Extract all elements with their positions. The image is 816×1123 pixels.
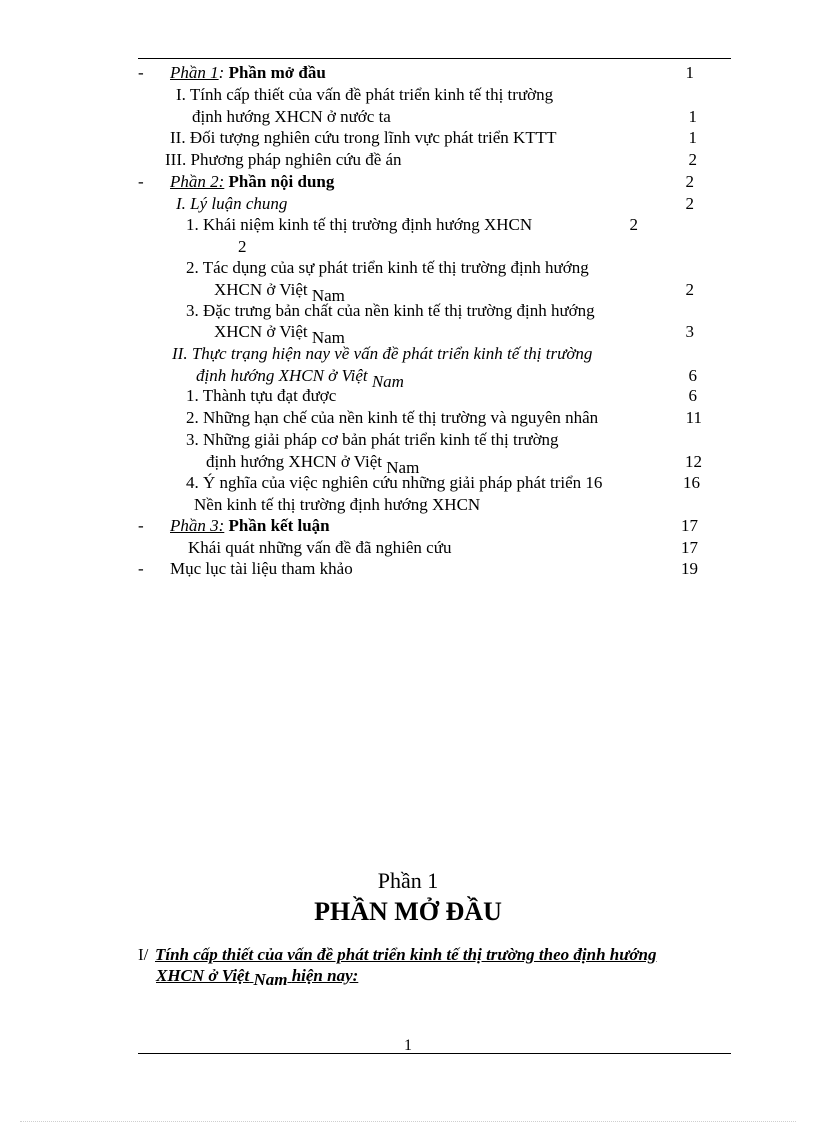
- bullet-dash: -: [138, 172, 144, 191]
- toc-text-nam: Nam: [311, 328, 345, 347]
- toc-item: II. Đối tượng nghiên cứu trong lĩnh vực phát triển KTTT: [170, 128, 557, 147]
- toc-page: 19: [681, 559, 698, 578]
- toc-page: 16: [683, 473, 700, 492]
- section-text-nam: Nam: [253, 970, 288, 989]
- bullet-dash: -: [138, 63, 144, 82]
- toc-item: [214, 322, 345, 347]
- toc-page: 12: [685, 452, 702, 471]
- toc-page: 2: [688, 150, 697, 169]
- toc-page: 11: [685, 408, 702, 427]
- toc-item: 1. Thành tựu đạt được: [186, 386, 337, 405]
- toc-text-nam: Nam: [311, 286, 345, 305]
- toc-part3-title: Phần kết luận: [228, 516, 330, 535]
- toc-text-nam: Nam: [386, 458, 420, 477]
- toc-page: 2: [238, 237, 247, 256]
- toc-part2-title: Phần nội dung: [228, 172, 335, 191]
- toc-text: định hướng XHCN ở Việt: [196, 366, 368, 385]
- top-rule: [138, 58, 731, 59]
- section-number: I/: [138, 945, 149, 964]
- toc-text: XHCN ở Việt: [214, 322, 308, 341]
- toc-text-nam: Nam: [371, 372, 404, 391]
- toc-item: 2. Tác dụng của sự phát triển kinh tế thị trường định hướng: [186, 258, 589, 277]
- toc-part3-page: 17: [681, 516, 698, 535]
- toc-item: 4. Ý nghĩa của việc nghiên cứu những giải pháp phát triển 16: [186, 473, 603, 492]
- toc-item: 1. Khái niệm kinh tế thị trường định hướng XHCN: [186, 215, 533, 234]
- section-title-line2: [156, 966, 359, 989]
- section-text: XHCN ở Việt: [156, 966, 250, 985]
- toc-item: Nền kinh tế thị trường định hướng XHCN: [194, 495, 481, 514]
- toc-page: 6: [688, 366, 697, 385]
- toc-item: I. Tính cấp thiết của vấn đề phát triển kinh tế thị trường: [176, 85, 554, 104]
- page-edge-dots: [20, 1121, 796, 1122]
- toc-text: định hướng XHCN ở Việt: [206, 452, 383, 471]
- toc-page-inline: 2: [629, 215, 638, 234]
- toc-item: định hướng XHCN ở nước ta: [192, 107, 391, 126]
- toc-item: 3. Những giải pháp cơ bản phát triển kinh tế thị trường: [186, 430, 559, 449]
- section-title-line1: Tính cấp thiết của vấn đề phát triển kinh tế thị trường theo định hướng: [155, 945, 657, 964]
- toc-page: 2: [685, 280, 694, 299]
- toc-part2-page: 2: [685, 172, 694, 191]
- toc-part3-label: Phần 3:: [170, 516, 225, 535]
- toc-page: 1: [688, 107, 697, 126]
- toc-text: XHCN ở Việt: [214, 280, 308, 299]
- toc-page: 3: [685, 322, 694, 341]
- bullet-dash: -: [138, 559, 144, 578]
- bullet-dash: -: [138, 516, 144, 535]
- toc-item: Khái quát những vấn đề đã nghiên cứu: [188, 538, 452, 557]
- footer-rule: [138, 1053, 731, 1054]
- toc-page: 1: [688, 128, 697, 147]
- toc-part3-entry: [170, 516, 330, 536]
- toc-item: [214, 280, 345, 305]
- toc-page: 6: [688, 386, 697, 405]
- toc-part1-label: Phần 1: [170, 63, 219, 82]
- toc-part2-entry: [170, 172, 334, 192]
- toc-section: [196, 366, 404, 391]
- toc-page: 17: [681, 538, 698, 557]
- toc-item: III. Phương pháp nghiên cứu đề án: [165, 150, 402, 169]
- toc-part1-page: 1: [685, 63, 694, 82]
- toc-part1-colon: :: [218, 63, 225, 82]
- toc-section: II. Thực trạng hiện nay về vấn đề phát triển kinh tế thị trường: [172, 344, 593, 363]
- toc-section: I. Lý luận chung: [176, 194, 288, 213]
- page-number: 1: [404, 1037, 412, 1054]
- toc-item: [206, 452, 420, 477]
- part-heading: Phần 1: [377, 868, 439, 893]
- toc-part1-entry: [170, 63, 326, 83]
- section-text: hiện nay:: [291, 966, 359, 985]
- toc-part2-label: Phần 2:: [170, 172, 225, 191]
- toc-part1-title: Phần mở đầu: [228, 63, 326, 82]
- toc-item: 3. Đặc trưng bản chất của nền kinh tế thị trường định hướng: [186, 301, 595, 320]
- toc-page: 2: [685, 194, 694, 213]
- toc-references: Mục lục tài liệu tham khảo: [170, 559, 353, 578]
- toc-item: 2. Những hạn chế của nền kinh tế thị trường và nguyên nhân: [186, 408, 599, 427]
- page-title: PHẦN MỞ ĐẦU: [314, 897, 502, 926]
